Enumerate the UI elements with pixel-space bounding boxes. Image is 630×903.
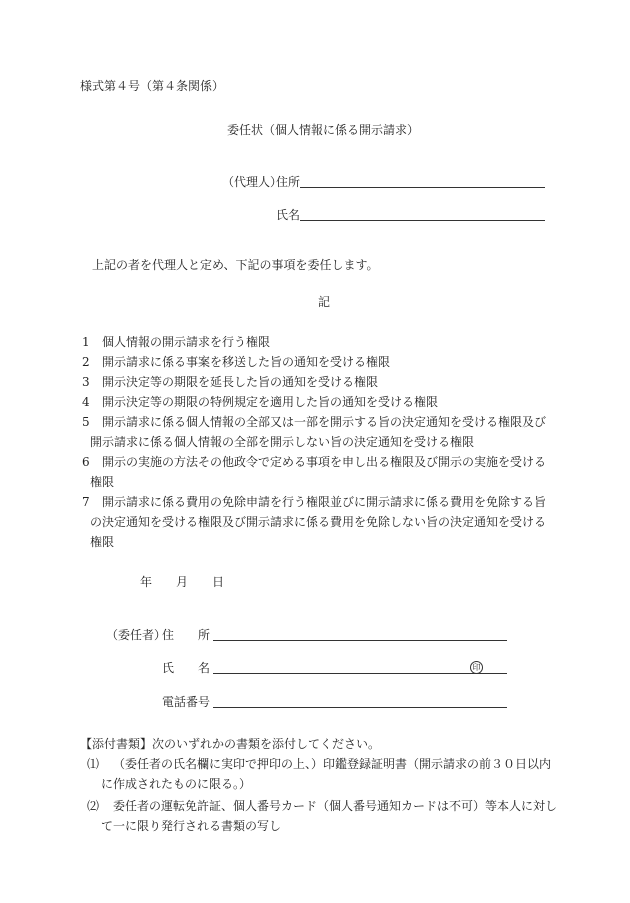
agent-name-label: 氏名 <box>276 208 301 222</box>
item-number: 5 <box>82 415 90 429</box>
item-number: 7 <box>82 495 90 509</box>
item-number: 2 <box>82 355 90 369</box>
date-year-label: 年 <box>140 575 153 589</box>
item-text: 個人情報の開示請求を行う権限 <box>102 335 271 349</box>
item-text: 開示決定等の期限を延長した旨の通知を受ける権限 <box>102 375 379 389</box>
list-item <box>82 336 270 348</box>
attachment-marker: ⑴ <box>87 757 100 771</box>
form-number: 様式第４号（第４条関係） <box>80 79 225 93</box>
principal-role-label: （委任者） <box>106 628 167 642</box>
intro-text: 上記の者を代理人と定め、下記の事項を委任します。 <box>92 258 379 272</box>
list-item <box>82 356 390 368</box>
item-text-continued: の決定通知を受ける権限及び開示請求に係る費用を免除しない旨の決定通知を受ける <box>90 515 547 529</box>
attachment-marker: ⑵ <box>87 799 100 813</box>
agent-name-field[interactable] <box>300 220 545 221</box>
item-number: 6 <box>82 455 90 469</box>
list-item <box>82 416 546 428</box>
attachment-text-continued: て一に限り発行される書類の写し <box>101 819 282 833</box>
date-month-label: 月 <box>176 575 189 589</box>
agent-address-field[interactable] <box>300 187 545 188</box>
agent-role-label: （代理人） <box>222 175 283 189</box>
principal-phone-field[interactable] <box>213 707 507 708</box>
attachment-text: （委任者の氏名欄に実印で押印の上、）印鑑登録証明書（開示請求の前３０日以内 <box>113 757 552 771</box>
list-item <box>82 496 546 508</box>
principal-address-label: 住 所 <box>162 628 211 642</box>
document-title: 委任状（個人情報に係る開示請求） <box>227 123 420 137</box>
item-number: 4 <box>82 395 90 409</box>
item-text-continued: 開示請求に係る個人情報の全部を開示しない旨の決定通知を受ける権限 <box>90 435 475 449</box>
attachments-heading: 【添付書類】次のいずれかの書類を添付してください。 <box>80 737 381 751</box>
attachment-text-continued: に作成されたものに限る。） <box>101 777 252 791</box>
list-item <box>82 376 378 388</box>
item-number: 1 <box>82 335 90 349</box>
attachment-text: 委任者の運転免許証、個人番号カード（個人番号通知カードは不可）等本人に対し <box>113 799 558 813</box>
date-day-label: 日 <box>212 575 225 589</box>
item-text: 開示請求に係る事案を移送した旨の通知を受ける権限 <box>102 355 391 369</box>
list-item <box>82 456 546 468</box>
item-number: 3 <box>82 375 90 389</box>
item-text-continued: 権限 <box>90 475 115 489</box>
agent-address-label: 住所 <box>276 175 301 189</box>
item-text: 開示決定等の期限の特例規定を適用した旨の通知を受ける権限 <box>102 395 439 409</box>
item-text: 開示の実施の方法その他政令で定める事項を申し出る権限及び開示の実施を受ける <box>102 455 547 469</box>
principal-name-field[interactable] <box>213 673 507 674</box>
principal-address-field[interactable] <box>213 640 507 641</box>
list-item <box>82 396 438 408</box>
principal-phone-label: 電話番号 <box>162 695 211 709</box>
principal-name-label: 氏 名 <box>162 661 211 675</box>
item-text-continued: 権限 <box>90 535 115 549</box>
ki-heading: 記 <box>318 295 331 309</box>
item-text: 開示請求に係る個人情報の全部又は一部を開示する旨の決定通知を受ける権限及び <box>102 415 547 429</box>
item-text: 開示請求に係る費用の免除申請を行う権限並びに開示請求に係る費用を免除する旨 <box>102 495 547 509</box>
seal-icon: 印 <box>470 661 483 674</box>
